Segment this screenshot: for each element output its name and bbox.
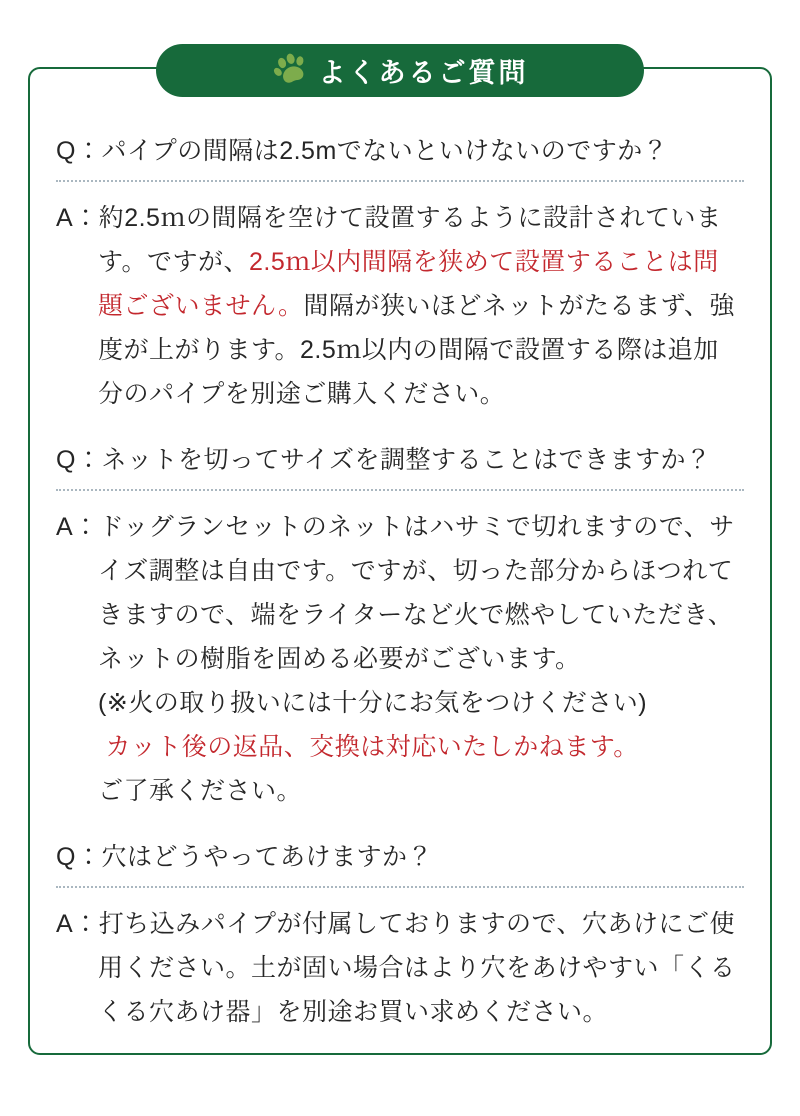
faq-item (56, 69, 744, 416)
faq-answer (56, 196, 744, 416)
answer-text: (※火の取り扱いには十分にお気をつけください) (98, 689, 648, 717)
answer-highlight-text: カット後の返品、交換は対応いたしかねます。 (98, 733, 639, 761)
answer-body (98, 513, 735, 805)
answer-body (98, 910, 736, 1026)
faq-title: よくあるご質問 (318, 58, 529, 88)
answer-text: 間隔が狭いほどネットがたるまず、強度が上がります。2.5ｍ以内の間隔で設置する際は追加分のパイプを別途ご購入ください。 (98, 292, 736, 408)
answer-text: 約2.5ｍの間隔を空けて設置するように設計されています。ですが、 (98, 204, 722, 276)
answer-prefix-label: A： (56, 204, 99, 232)
faq-answer (56, 505, 744, 813)
question-prefix-label: Q： (56, 137, 102, 165)
question-prefix-label: Q： (56, 843, 102, 871)
answer-prefix-label: A： (56, 910, 99, 938)
question-text: 穴はどうやってあけますか？ (101, 843, 433, 871)
faq-box (28, 67, 772, 1055)
answer-body (98, 204, 735, 408)
faq-list (30, 69, 770, 1034)
answer-highlight-text: 2.5ｍ以内間隔を狭めて設置することは問題ございません。 (98, 248, 719, 320)
faq-header-banner (156, 44, 644, 97)
question-prefix-label: Q： (56, 446, 102, 474)
question-divider (56, 489, 744, 491)
answer-text: 打ち込みパイプが付属しておりますので、穴あけにご使用ください。土が固い場合はより穴をあけやすい「くるくる穴あけ器」を別途お買い求めください。 (98, 910, 736, 1026)
answer-prefix-label: A： (56, 513, 99, 541)
faq-question (56, 839, 744, 875)
faq-question (56, 133, 744, 169)
question-text: パイプの間隔は2.5mでないといけないのですか？ (101, 137, 669, 165)
question-divider (56, 886, 744, 888)
answer-text: ご了承ください。 (98, 777, 303, 805)
question-divider (56, 180, 744, 182)
faq-answer (56, 902, 744, 1034)
question-text: ネットを切ってサイズを調整することはできますか？ (101, 446, 712, 474)
faq-item (56, 813, 744, 1034)
faq-item (56, 416, 744, 813)
answer-text: ドッグランセットのネットはハサミで切れますので、サイズ調整は自由です。ですが、切った部分からほつれてきますので、端をライターなど火で燃やしていただき、ネットの樹脂を固める必要がございます。 (98, 513, 735, 673)
paw-icon (272, 52, 310, 88)
faq-question (56, 442, 744, 478)
